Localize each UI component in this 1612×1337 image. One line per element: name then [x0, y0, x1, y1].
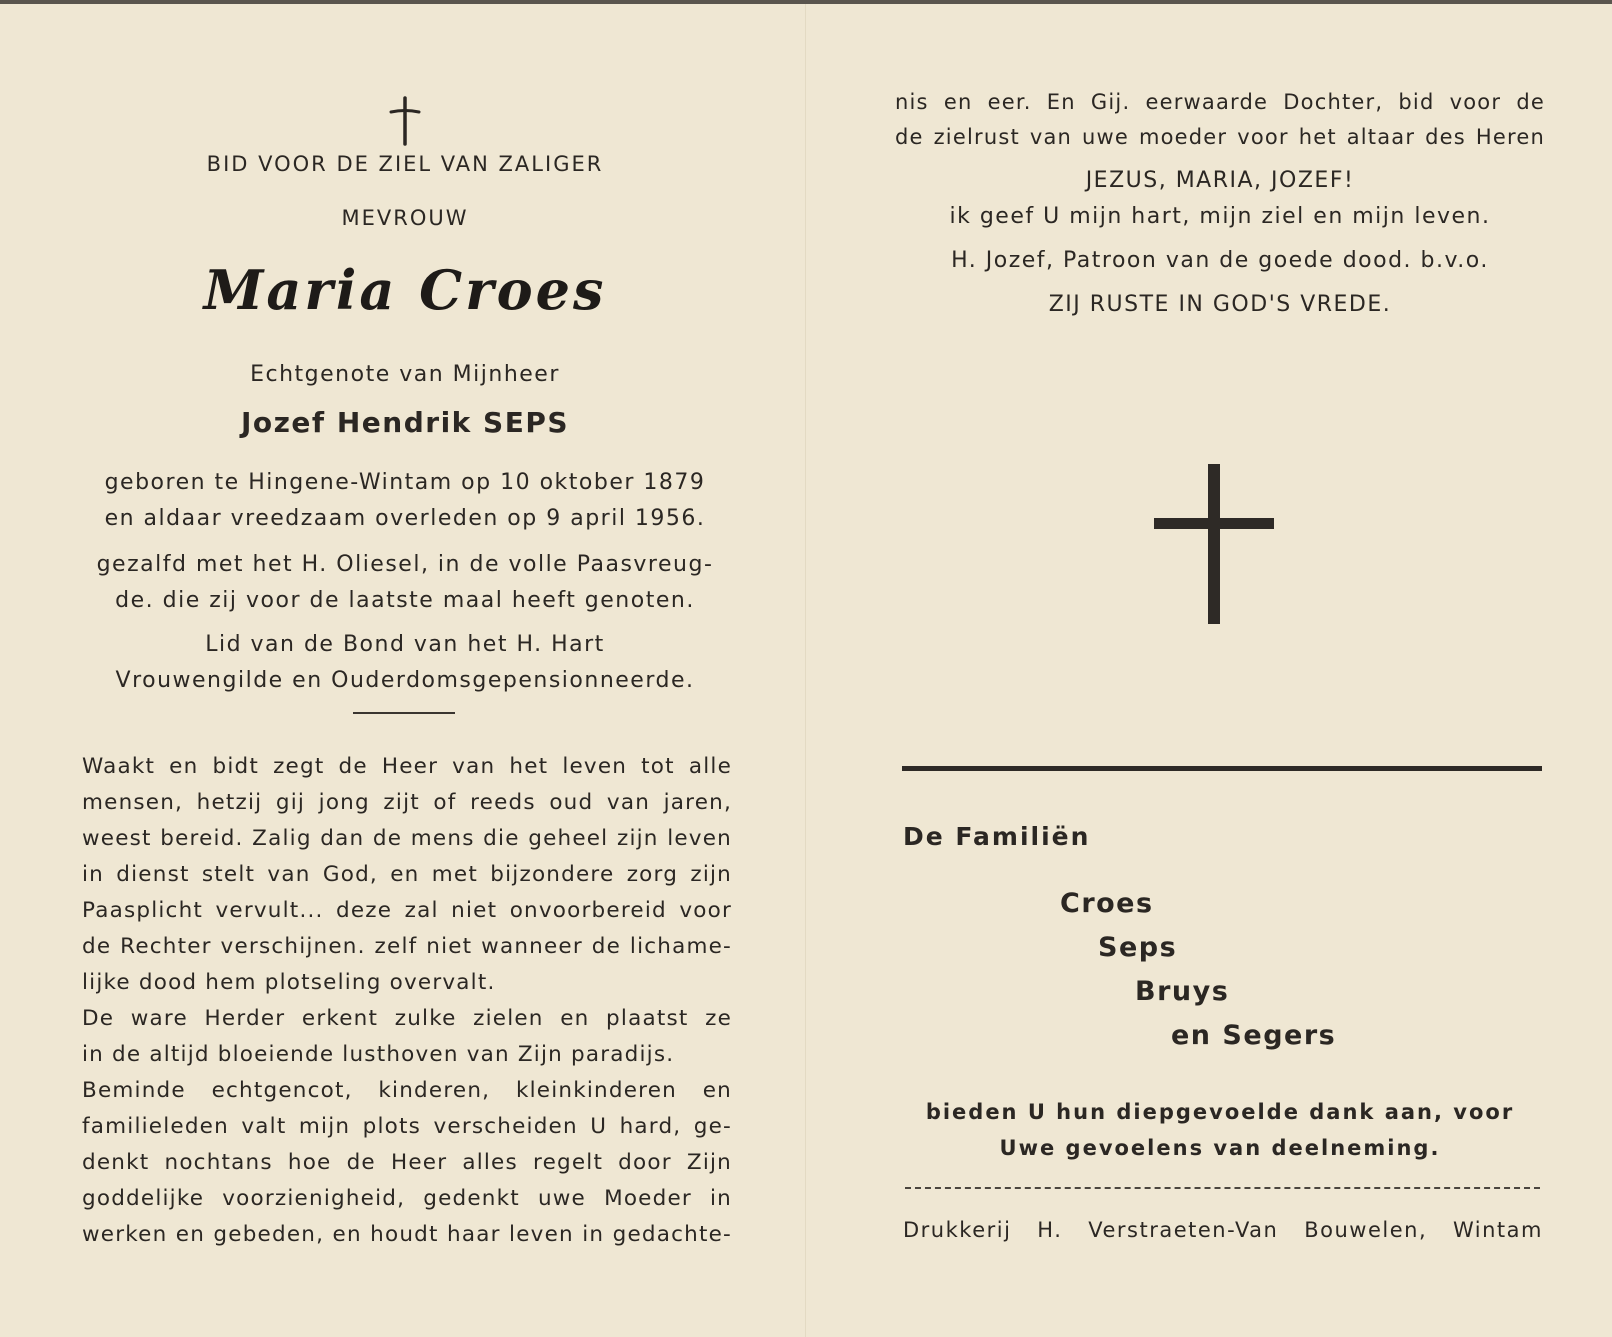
family-name: Croes — [1060, 888, 1154, 919]
separator — [353, 712, 455, 714]
prayer-line: JEZUS, MARIA, JOZEF! — [1085, 168, 1355, 193]
bio-line: Lid van de Bond van het H. Hart — [205, 632, 605, 657]
divider-thick — [902, 766, 1542, 771]
header-line-1: BID VOOR DE ZIEL VAN ZALIGER — [206, 152, 604, 176]
top-border — [0, 0, 1612, 4]
small-cross-icon — [388, 96, 422, 146]
family-name: en Segers — [1171, 1020, 1337, 1051]
header-line-2: MEVROUW — [341, 206, 469, 230]
families-title: De Familiën — [903, 822, 1091, 851]
continued-text-line: nis en eer. En Gij. eerwaarde Dochter, bid voor de — [895, 90, 1545, 114]
bio-line: Vrouwengilde en Ouderdomsgepensionneerde. — [115, 668, 695, 693]
spouse-name: Jozef Hendrik SEPS — [240, 406, 570, 439]
text-line: in dienst stelt van God, en met bijzondere zorg zijn — [82, 862, 732, 887]
text-line: denkt nochtans hoe de Heer alles regelt door Zijn — [82, 1150, 732, 1175]
text-line: De ware Herder erkent zulke zielen en plaatst ze — [82, 1006, 732, 1031]
thanks-line: Uwe gevoelens van deelneming. — [999, 1136, 1441, 1160]
text-line: weest bereid. Zalig dan de mens die geheel zijn leven — [82, 826, 732, 851]
bio-line: gezalfd met het H. Oliesel, in de volle Paasvreug- — [96, 552, 714, 577]
text-line: Paasplicht vervult... deze zal niet onvoorbereid voor — [82, 898, 732, 923]
text-line: Beminde echtgencot, kinderen, kleinkinderen en — [82, 1078, 732, 1103]
thanks-line: bieden U hun diepgevoelde dank aan, voor — [925, 1100, 1515, 1124]
prayer-line: H. Jozef, Patroon van de goede dood. b.v.o. — [951, 248, 1489, 273]
deceased-name: Maria Croes — [203, 258, 607, 322]
bio-line: geboren te Hingene-Wintam op 10 oktober 1879 — [104, 470, 706, 495]
prayer-line: ZIJ RUSTE IN GOD'S VREDE. — [1048, 292, 1392, 317]
bio-line: de. die zij voor de laatste maal heeft genoten. — [115, 588, 695, 613]
text-line: familieleden valt mijn plots verscheiden U hard, ge- — [82, 1114, 732, 1139]
large-cross-icon — [1152, 462, 1276, 626]
text-line: goddelijke voorzienigheid, gedenkt uwe Moeder in — [82, 1186, 732, 1211]
spouse-intro: Echtgenote van Mijnheer — [250, 362, 560, 387]
text-line: werken en gebeden, en houdt haar leven in gedachte- — [82, 1222, 732, 1247]
text-line: lijke dood hem plotseling overvalt. — [82, 970, 496, 995]
text-line: Waakt en bidt zegt de Heer van het leven tot alle — [82, 754, 732, 779]
text-line: in de altijd bloeiende lusthoven van Zijn paradijs. — [82, 1042, 675, 1067]
prayer-line: ik geef U mijn hart, mijn ziel en mijn leven. — [949, 204, 1491, 229]
bio-line: en aldaar vreedzaam overleden op 9 april 1956. — [104, 506, 706, 531]
family-name: Seps — [1098, 932, 1178, 963]
family-name: Bruys — [1135, 976, 1230, 1007]
printer-credit: Drukkerij H. Verstraeten-Van Bouwelen, Wintam — [903, 1218, 1543, 1242]
text-line: de Rechter verschijnen. zelf niet wanneer de lichame- — [82, 934, 732, 959]
continued-text-line: de zielrust van uwe moeder voor het altaar des Heren — [895, 125, 1545, 149]
card-fold — [805, 4, 806, 1337]
text-line: mensen, hetzij gij jong zijt of reeds oud van jaren, — [82, 790, 732, 815]
divider-thin — [905, 1187, 1540, 1189]
